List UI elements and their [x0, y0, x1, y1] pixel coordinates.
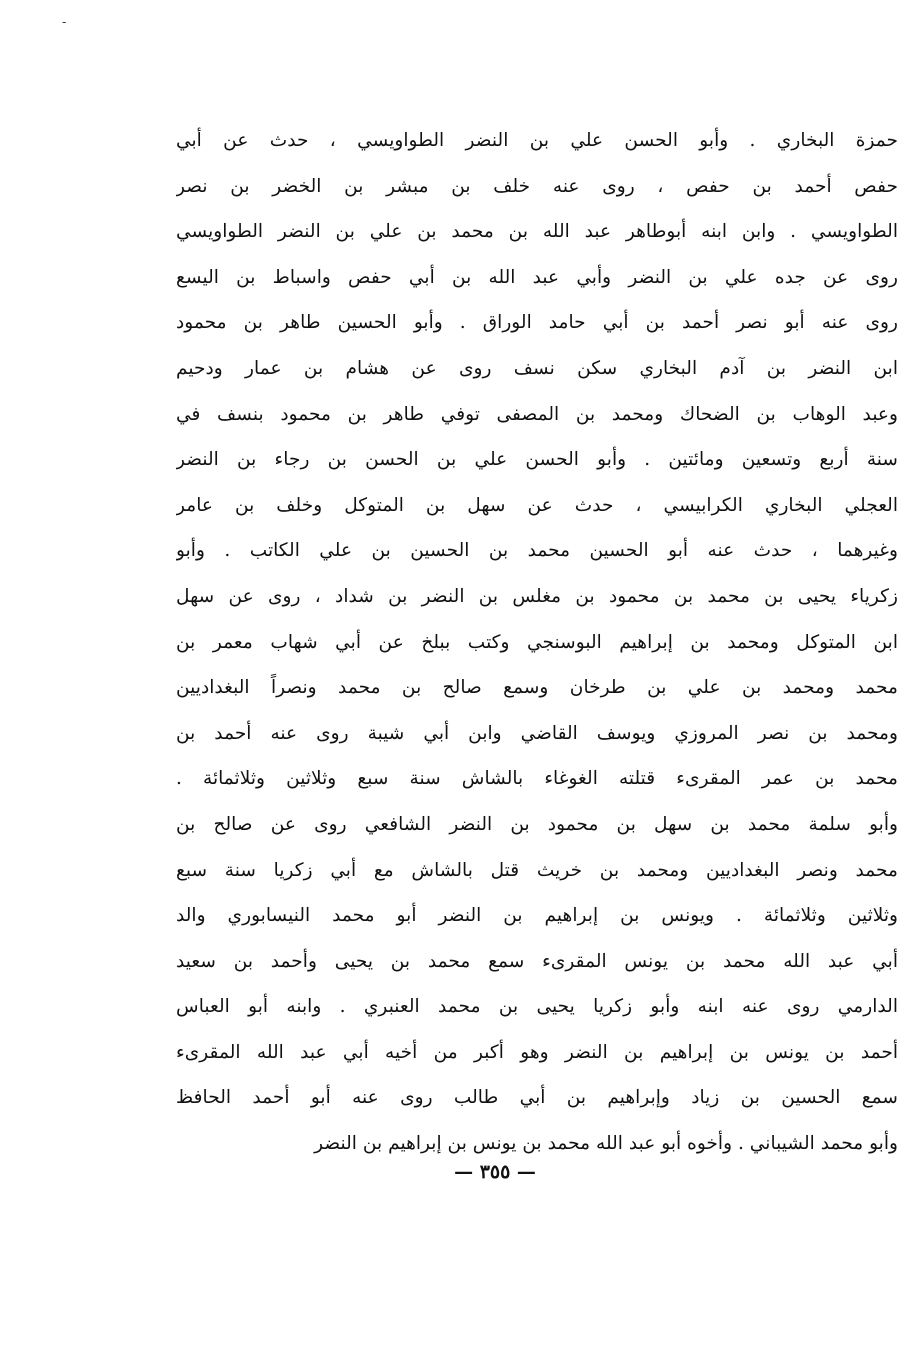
text-line: روى عنه أبو نصر أحمد بن أبي حامد الوراق . وأبو الحسين طاهر بن محمود — [176, 312, 898, 334]
text-line: روى عن جده علي بن النضر وأبي عبد الله بن أبي حفص واسباط بن اليسع — [176, 266, 898, 288]
text-line: ابن النضر بن آدم البخاري سكن نسف روى عن هشام بن عمار ودحيم — [176, 357, 898, 379]
text-line: ومحمد بن نصر المروزي ويوسف القاضي وابن أبي شيبة روى عنه أحمد بن — [176, 722, 898, 744]
text-line: سنة أربع وتسعين ومائتين . وأبو الحسن علي بن الحسن بن رجاء بن النضر — [176, 449, 898, 471]
page-number: — ٣٥٥ — — [454, 1161, 536, 1183]
text-line: محمد ونصر البغداديين ومحمد بن خريث قتل بالشاش مع أبي زكريا سنة سبع — [176, 859, 898, 881]
text-line: الدارمي روى عنه ابنه وأبو زكريا يحيى بن محمد العنبري . وابنه أبو العباس — [176, 996, 898, 1018]
scan-mark: - — [62, 15, 67, 29]
text-line: زكرياء يحيى بن محمد بن محمود بن مغلس بن النضر بن شداد ، روى عن سهل — [176, 585, 898, 607]
text-line: محمد ومحمد بن علي بن طرخان وسمع صالح بن محمد ونصراً البغداديين — [176, 677, 898, 699]
text-line: حمزة البخاري . وأبو الحسن علي بن النضر الطواويسي ، حدث عن أبي — [176, 130, 898, 151]
text-line: وأبو محمد الشيباني . وأخوه أبو عبد الله محمد بن يونس بن إبراهيم بن النضر — [314, 1133, 898, 1155]
text-line: وأبو سلمة محمد بن سهل بن محمود بن النضر الشافعي روى عن صالح بن — [176, 813, 898, 835]
text-line: وعبد الوهاب بن الضحاك ومحمد بن المصفى توفي طاهر بن محمود بنسف في — [176, 403, 898, 425]
text-line: سمع الحسين بن زياد وإبراهيم بن أبي طالب روى عنه أبو أحمد الحافظ — [176, 1087, 898, 1109]
text-line: وغيرهما ، حدث عنه أبو الحسين محمد بن الحسين بن علي الكاتب . وأبو — [176, 540, 898, 562]
text-line: أحمد بن يونس بن إبراهيم بن النضر وهو أكبر من أخيه أبي عبد الله المقرىء — [176, 1041, 898, 1063]
text-line: الطواويسي . وابن ابنه أبوطاهر عبد الله بن محمد بن علي بن النضر الطواويسي — [176, 221, 898, 243]
body-text — [176, 118, 898, 1167]
text-line: ابن المتوكل ومحمد بن إبراهيم البوسنجي وكتب ببلخ عن أبي شهاب معمر بن — [176, 631, 898, 653]
text-line: أبي عبد الله محمد بن يونس المقرىء سمع محمد بن يحيى وأحمد بن سعيد — [176, 950, 898, 972]
text-line: محمد بن عمر المقرىء قتلته الغوغاء بالشاش سنة سبع وثلاثين وثلاثمائة . — [176, 768, 898, 790]
text-line: العجلي البخاري الكرابيسي ، حدث عن سهل بن المتوكل وخلف بن عامر — [176, 494, 898, 516]
text-line: وثلاثين وثلاثمائة . ويونس بن إبراهيم بن النضر أبو محمد النيسابوري والد — [176, 905, 898, 927]
text-line: حفص أحمد بن حفص ، روى عنه خلف بن مبشر بن الخضر بن نصر — [176, 175, 898, 197]
